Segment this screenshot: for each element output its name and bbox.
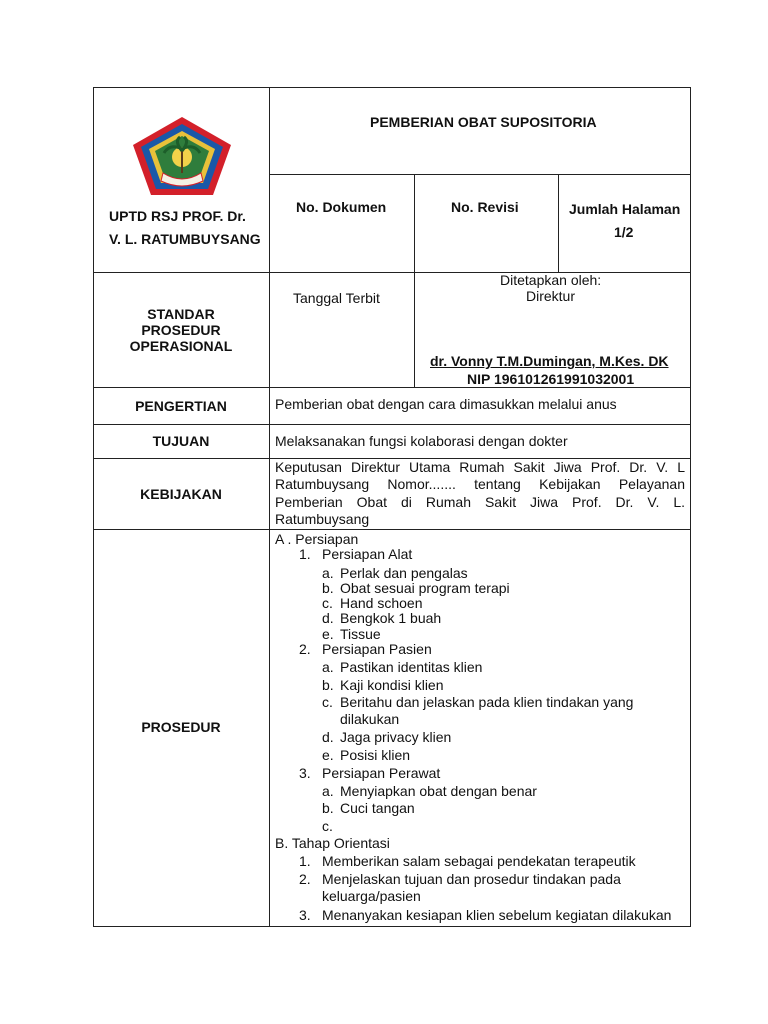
list-number: 1.: [299, 853, 311, 869]
tanggal-terbit-label: Tanggal Terbit: [293, 290, 380, 306]
list-marker: c.: [322, 694, 333, 710]
signatory-name: dr. Vonny T.M.Dumingan, M.Kes. DK: [430, 353, 669, 369]
list-item: Perlak dan pengalas: [340, 565, 468, 581]
list-marker: b.: [322, 800, 334, 816]
kebijakan-line: Pemberian Obat di Rumah Sakit Jiwa Prof. Dr. V. L.: [275, 494, 685, 510]
list-number: 2.: [299, 871, 311, 887]
signatory-nip: NIP 196101261991032001: [467, 371, 635, 387]
jabatan-direktur: Direktur: [526, 288, 576, 304]
table-border-right: [690, 87, 691, 927]
tujuan-label: TUJUAN: [152, 433, 210, 449]
list-item: Persiapan Perawat: [322, 765, 441, 781]
section-a-heading: A . Persiapan: [275, 531, 359, 547]
kebijakan-label: KEBIJAKAN: [140, 486, 222, 502]
list-item: Memberikan salam sebagai pendekatan terapeutik: [322, 853, 636, 869]
list-number: 3.: [299, 907, 311, 923]
list-item: Persiapan Alat: [322, 546, 413, 562]
list-marker: a.: [322, 659, 334, 675]
list-item: Menyiapkan obat dengan benar: [340, 783, 537, 799]
list-item: Menjelaskan tujuan dan prosedur tindakan pada: [322, 871, 621, 887]
list-item: Cuci tangan: [340, 800, 415, 816]
institution-name-line1: UPTD RSJ PROF. Dr.: [109, 208, 246, 224]
list-marker: b.: [322, 580, 334, 596]
list-marker: a.: [322, 565, 334, 581]
list-marker: c.: [322, 595, 333, 611]
kebijakan-divider: [93, 529, 691, 530]
list-number: 1.: [299, 546, 311, 562]
institution-name-line2: V. L. RATUMBUYSANG: [109, 231, 261, 247]
list-marker: a.: [322, 783, 334, 799]
list-marker: c.: [322, 818, 333, 834]
header-divider: [93, 272, 691, 273]
sop-label-line1: STANDAR: [147, 306, 215, 322]
section-b-heading: B. Tahap Orientasi: [275, 835, 390, 851]
list-item: Beritahu dan jelaskan pada klien tindakan yang: [340, 694, 634, 710]
list-item: Obat sesuai program terapi: [340, 580, 510, 596]
list-item-continuation: keluarga/pasien: [322, 888, 421, 904]
list-item: Jaga privacy klien: [340, 729, 452, 745]
ditetapkan-oleh-label: Ditetapkan oleh:: [500, 272, 602, 288]
list-marker: e.: [322, 626, 334, 642]
table-border-top: [93, 87, 691, 88]
revisi-divider: [558, 174, 559, 272]
list-marker: e.: [322, 747, 334, 763]
table-border-bottom: [93, 926, 691, 927]
list-item: Tissue: [340, 626, 381, 642]
pengertian-text: Pemberian obat dengan cara dimasukkan melalui anus: [275, 396, 617, 412]
kebijakan-line: Ratumbuysang Nomor....... tentang Kebijakan Pelayanan: [275, 476, 685, 492]
coat-of-arms-logo: [127, 115, 237, 197]
dokumen-divider: [414, 174, 415, 387]
kebijakan-line: Ratumbuysang: [275, 511, 370, 527]
sop-document-table: [93, 87, 691, 927]
list-item: Pastikan identitas klien: [340, 659, 483, 675]
list-item: Menanyakan kesiapan klien sebelum kegiatan dilakukan: [322, 907, 672, 923]
table-border-left: [93, 87, 94, 927]
tujuan-text: Melaksanakan fungsi kolaborasi dengan dokter: [275, 433, 568, 449]
list-marker: d.: [322, 729, 334, 745]
list-item: Hand schoen: [340, 595, 423, 611]
label-column-divider: [269, 87, 270, 927]
sop-label-line3: OPERASIONAL: [129, 338, 233, 354]
title-divider: [269, 174, 691, 175]
list-item: Kaji kondisi klien: [340, 677, 444, 693]
list-item: Bengkok 1 buah: [340, 610, 442, 626]
list-marker: d.: [322, 610, 334, 626]
kebijakan-line: Keputusan Direktur Utama Rumah Sakit Jiwa Prof. Dr. V. L: [275, 459, 685, 475]
list-marker: b.: [322, 677, 334, 693]
no-revisi-label: No. Revisi: [451, 199, 519, 215]
no-dokumen-label: No. Dokumen: [296, 199, 387, 215]
jumlah-halaman-value: 1/2: [614, 224, 634, 240]
list-item: Posisi klien: [340, 747, 411, 763]
jumlah-halaman-label: Jumlah Halaman: [569, 201, 681, 217]
document-title: PEMBERIAN OBAT SUPOSITORIA: [370, 114, 597, 130]
pengertian-label: PENGERTIAN: [135, 398, 227, 414]
list-item: Persiapan Pasien: [322, 641, 432, 657]
prosedur-label: PROSEDUR: [141, 719, 221, 735]
pengertian-divider: [93, 424, 691, 425]
list-number: 2.: [299, 641, 311, 657]
sop-label-line2: PROSEDUR: [141, 322, 221, 338]
list-item-continuation: dilakukan: [340, 711, 400, 727]
list-number: 3.: [299, 765, 311, 781]
